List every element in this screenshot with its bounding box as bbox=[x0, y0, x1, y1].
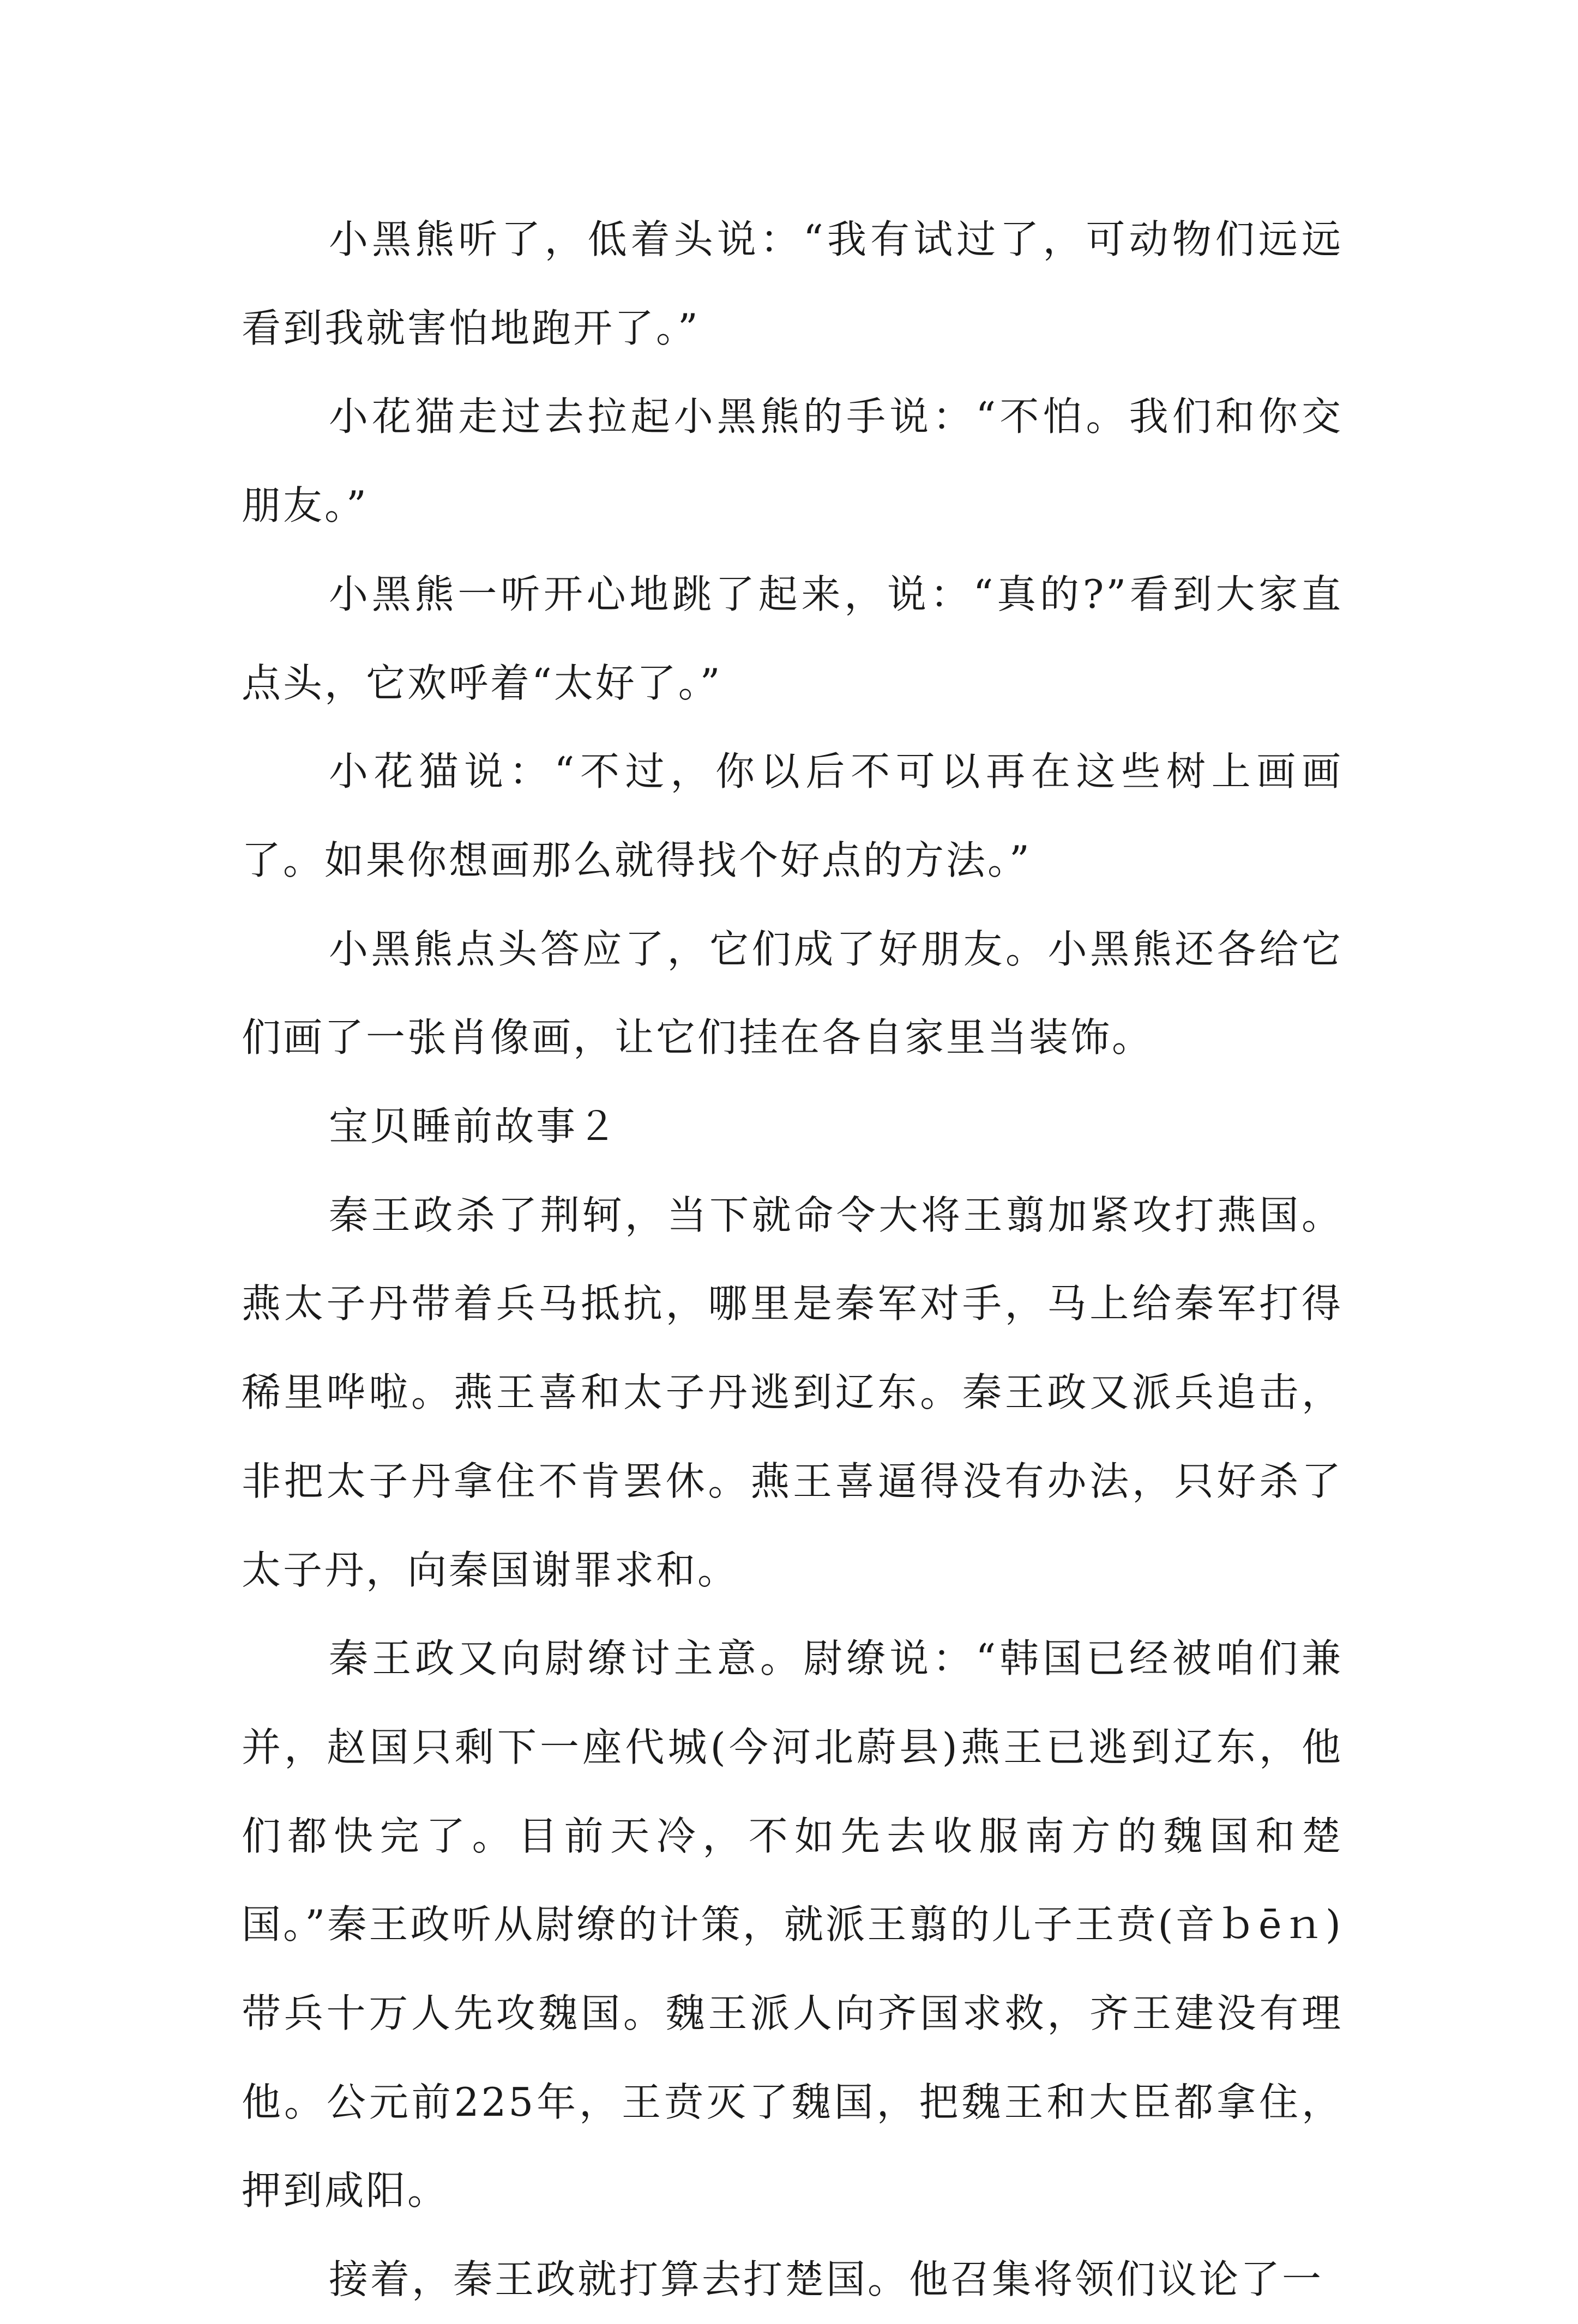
paragraph: 小黑熊一听开心地跳了起来，说：“真的?”看到大家直点头，它欢呼着“太好了。” bbox=[242, 571, 1343, 706]
section-heading: 宝贝睡前故事２ bbox=[329, 1103, 619, 1150]
paragraph: 秦王政又向尉缭讨主意。尉缭说：“韩国已经被咱们兼并，赵国只剩下一座代城(今河北蔚县)燕王已逃到辽东，他们都快完了。目前天冷，不如先去收服南方的魏国和楚国。”秦王政听从尉缭的计策，就派王翦的儿子王贲(音ｂēｎ)带兵十万人先攻魏国。魏王派人向齐国求救，齐王建没有理他。公元前225年，王贲灭了魏国，把魏王和大臣都拿住，押到咸阳。 bbox=[242, 1635, 1343, 2214]
paragraph: 秦王政杀了荆轲，当下就命令大将王翦加紧攻打燕国。燕太子丹带着兵马抵抗，哪里是秦军对手，马上给秦军打得稀里哗啦。燕王喜和太子丹逃到辽东。秦王政又派兵追击，非把太子丹拿住不肯罢休。燕王喜逼得没有办法，只好杀了太子丹，向秦国谢罪求和。 bbox=[242, 1192, 1343, 1593]
paragraph: 小黑熊点头答应了，它们成了好朋友。小黑熊还各给它们画了一张肖像画，让它们挂在各自家里当装饰。 bbox=[242, 926, 1343, 1061]
document-body bbox=[242, 195, 1343, 2324]
paragraph: 接着，秦王政就打算去打楚国。他召集将领们议论了一 bbox=[329, 2256, 1324, 2303]
paragraph: 小黑熊听了，低着头说：“我有试过了，可动物们远远看到我就害怕地跑开了。” bbox=[242, 216, 1343, 351]
paragraph: 小花猫说：“不过，你以后不可以再在这些树上画画了。如果你想画那么就得找个好点的方法。” bbox=[242, 748, 1343, 883]
paragraph: 小花猫走过去拉起小黑熊的手说：“不怕。我们和你交朋友。” bbox=[242, 394, 1343, 529]
